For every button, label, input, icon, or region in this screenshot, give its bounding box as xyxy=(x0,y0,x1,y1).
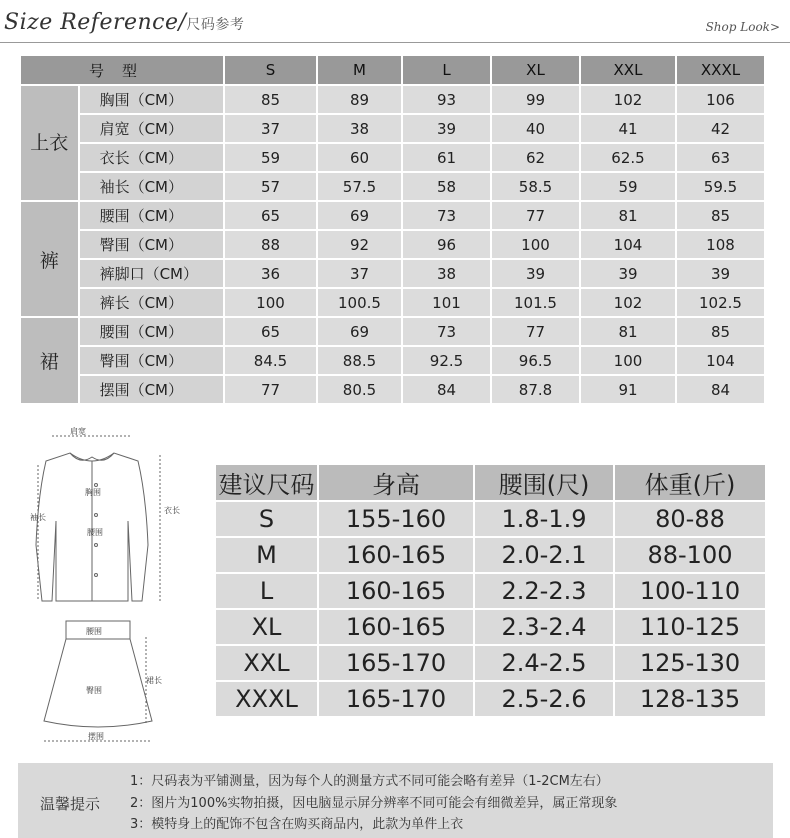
cell: M xyxy=(216,538,317,572)
page-title: Size Reference/尺码参考 xyxy=(4,10,245,35)
size-header: M xyxy=(318,56,401,84)
cell: 93 xyxy=(403,86,490,113)
table-row xyxy=(21,231,764,258)
size-header: S xyxy=(225,56,316,84)
cell: 102 xyxy=(581,86,675,113)
cell: 102 xyxy=(581,289,675,316)
cell: 100 xyxy=(225,289,316,316)
cell: 91 xyxy=(581,376,675,403)
cell: 128-135 xyxy=(615,682,765,716)
cell: 57.5 xyxy=(318,173,401,200)
table-row xyxy=(21,318,764,345)
cell: 2.0-2.1 xyxy=(475,538,613,572)
cell: 84 xyxy=(677,376,764,403)
shirt-diagram xyxy=(36,436,160,601)
table-row xyxy=(21,202,764,229)
size-table xyxy=(19,54,766,405)
cell: 39 xyxy=(581,260,675,287)
cell: 125-130 xyxy=(615,646,765,680)
cell: 39 xyxy=(403,115,490,142)
cell: 38 xyxy=(403,260,490,287)
table-row xyxy=(216,646,765,680)
cell: 81 xyxy=(581,202,675,229)
cell: 69 xyxy=(318,202,401,229)
label-skirt-waist: 腰围 xyxy=(86,627,102,636)
table-row xyxy=(21,144,764,171)
cell: 88.5 xyxy=(318,347,401,374)
cell: 85 xyxy=(677,202,764,229)
label-sleeve: 袖长 xyxy=(30,513,46,522)
cell: 59 xyxy=(581,173,675,200)
cell: 61 xyxy=(403,144,490,171)
cell: 81 xyxy=(581,318,675,345)
row-label: 裤长（CM） xyxy=(80,289,223,316)
cell: 38 xyxy=(318,115,401,142)
page-subtitle: 尺码参考 xyxy=(186,17,245,33)
cell: 106 xyxy=(677,86,764,113)
cell: 155-160 xyxy=(319,502,473,536)
cell: 88 xyxy=(225,231,316,258)
cell: 2.4-2.5 xyxy=(475,646,613,680)
tips-box xyxy=(18,763,773,838)
cell: 101.5 xyxy=(492,289,579,316)
group-label-skirt: 裙 xyxy=(21,318,78,403)
cell: 42 xyxy=(677,115,764,142)
cell: 62 xyxy=(492,144,579,171)
cell: L xyxy=(216,574,317,608)
cell: 88-100 xyxy=(615,538,765,572)
cell: XXL xyxy=(216,646,317,680)
cell: 100.5 xyxy=(318,289,401,316)
cell: 100 xyxy=(581,347,675,374)
tip-line: 1：尺码表为平铺测量，因为每个人的测量方式不同可能会略有差异（1-2CM左右） xyxy=(130,774,609,789)
cell: 39 xyxy=(492,260,579,287)
cell: 160-165 xyxy=(319,610,473,644)
shop-look-link[interactable]: Shop Look> xyxy=(705,20,780,34)
cell: 77 xyxy=(492,202,579,229)
cell: 100-110 xyxy=(615,574,765,608)
cell: 39 xyxy=(677,260,764,287)
size-header: XL xyxy=(492,56,579,84)
cell: 65 xyxy=(225,202,316,229)
header-cell: 身高 xyxy=(319,465,473,500)
table-row xyxy=(21,376,764,403)
measurement-illustration xyxy=(30,425,200,745)
tips-label: 温馨提示 xyxy=(40,795,101,813)
label-shoulder: 肩宽 xyxy=(70,427,86,436)
cell: 63 xyxy=(677,144,764,171)
cell: 102.5 xyxy=(677,289,764,316)
cell: 110-125 xyxy=(615,610,765,644)
row-label: 裤脚口（CM） xyxy=(80,260,223,287)
cell: 165-170 xyxy=(319,646,473,680)
cell: 96 xyxy=(403,231,490,258)
row-label: 臀围（CM） xyxy=(80,231,223,258)
cell: 104 xyxy=(581,231,675,258)
cell: 2.2-2.3 xyxy=(475,574,613,608)
cell: 73 xyxy=(403,318,490,345)
label-waist-shirt: 腰围 xyxy=(87,528,103,537)
row-label: 袖长（CM） xyxy=(80,173,223,200)
cell: 1.8-1.9 xyxy=(475,502,613,536)
cell: 80-88 xyxy=(615,502,765,536)
row-label: 腰围（CM） xyxy=(80,202,223,229)
table-row xyxy=(216,538,765,572)
row-label: 胸围（CM） xyxy=(80,86,223,113)
cell: 92 xyxy=(318,231,401,258)
cell: 65 xyxy=(225,318,316,345)
cell: 41 xyxy=(581,115,675,142)
size-header: XXL xyxy=(581,56,675,84)
tips-lines xyxy=(130,771,617,836)
size-header: L xyxy=(403,56,490,84)
cell: 59.5 xyxy=(677,173,764,200)
recommend-header xyxy=(216,465,765,500)
cell: 77 xyxy=(492,318,579,345)
table-row xyxy=(216,502,765,536)
cell: 37 xyxy=(225,115,316,142)
table-row xyxy=(216,574,765,608)
row-label: 衣长（CM） xyxy=(80,144,223,171)
cell: 57 xyxy=(225,173,316,200)
row-label: 臀围（CM） xyxy=(80,347,223,374)
cell: 96.5 xyxy=(492,347,579,374)
row-label: 肩宽（CM） xyxy=(80,115,223,142)
cell: 100 xyxy=(492,231,579,258)
cell: 85 xyxy=(677,318,764,345)
cell: 58 xyxy=(403,173,490,200)
size-table-header xyxy=(21,56,764,84)
label-skirt-length: 裙长 xyxy=(146,676,162,685)
label-length: 衣长 xyxy=(164,506,180,515)
recommend-table xyxy=(214,463,767,718)
page-header xyxy=(0,0,790,44)
cell: 60 xyxy=(318,144,401,171)
cell: 101 xyxy=(403,289,490,316)
label-skirt-hip: 臀围 xyxy=(86,686,102,695)
cell: 2.5-2.6 xyxy=(475,682,613,716)
header-cell: 建议尺码 xyxy=(216,465,317,500)
cell: 73 xyxy=(403,202,490,229)
size-header: XXXL xyxy=(677,56,764,84)
cell: 85 xyxy=(225,86,316,113)
cell: XXXL xyxy=(216,682,317,716)
cell: 80.5 xyxy=(318,376,401,403)
cell: 62.5 xyxy=(581,144,675,171)
header-cell: 体重(斤) xyxy=(615,465,765,500)
cell: 84.5 xyxy=(225,347,316,374)
cell: 89 xyxy=(318,86,401,113)
cell: 58.5 xyxy=(492,173,579,200)
header-cell: 腰围(尺) xyxy=(475,465,613,500)
label-skirt-hem: 摆围 xyxy=(88,732,104,741)
table-row xyxy=(21,260,764,287)
cell: 69 xyxy=(318,318,401,345)
group-label-top: 上衣 xyxy=(21,86,78,200)
cell: 160-165 xyxy=(319,574,473,608)
cell: 108 xyxy=(677,231,764,258)
cell: S xyxy=(216,502,317,536)
cell: 77 xyxy=(225,376,316,403)
cell: 36 xyxy=(225,260,316,287)
cell: 2.3-2.4 xyxy=(475,610,613,644)
table-row xyxy=(216,682,765,716)
cell: 37 xyxy=(318,260,401,287)
group-label-pants: 裤 xyxy=(21,202,78,316)
cell: 59 xyxy=(225,144,316,171)
header-label: 号型 xyxy=(21,56,223,84)
row-label: 摆围（CM） xyxy=(80,376,223,403)
label-chest: 胸围 xyxy=(85,488,101,497)
table-row xyxy=(21,86,764,113)
cell: 99 xyxy=(492,86,579,113)
table-row xyxy=(21,289,764,316)
cell: 87.8 xyxy=(492,376,579,403)
cell: 92.5 xyxy=(403,347,490,374)
table-row xyxy=(21,173,764,200)
tip-line: 2：图片为100%实物拍摄，因电脑显示屏分辨率不同可能会有细微差异，属正常现象 xyxy=(130,795,618,811)
cell: 104 xyxy=(677,347,764,374)
cell: 160-165 xyxy=(319,538,473,572)
row-label: 腰围（CM） xyxy=(80,318,223,345)
cell: 165-170 xyxy=(319,682,473,716)
cell: 84 xyxy=(403,376,490,403)
tip-line: 3：模特身上的配饰不包含在购买商品内，此款为单件上衣 xyxy=(130,817,464,832)
cell: XL xyxy=(216,610,317,644)
table-row xyxy=(21,115,764,142)
cell: 40 xyxy=(492,115,579,142)
skirt-diagram xyxy=(44,621,152,741)
table-row xyxy=(216,610,765,644)
header-divider xyxy=(0,42,790,43)
table-row xyxy=(21,347,764,374)
